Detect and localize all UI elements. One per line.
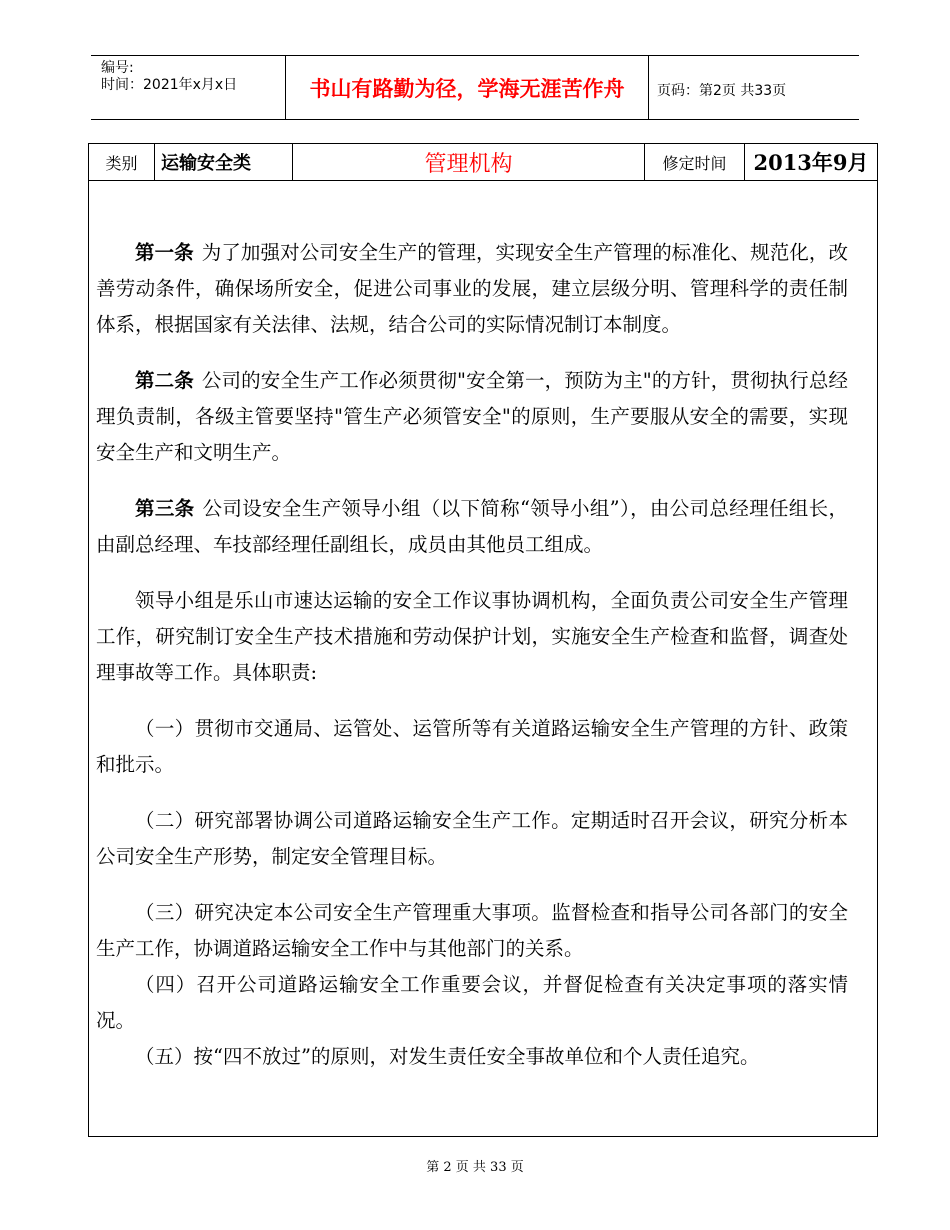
- category-row: [89, 144, 877, 181]
- article-3: [96, 491, 848, 563]
- revision-label: 修定时间: [645, 144, 745, 180]
- duty-item: （二）研究部署协调公司道路运输安全生产工作。定期适时召开会议，研究分析本公司安全生产形势，制定安全管理目标。: [96, 809, 848, 868]
- article-2: [96, 363, 848, 471]
- duty-item: （四）召开公司道路运输安全工作重要会议，并督促检查有关决定事项的落实情况。: [96, 973, 848, 1032]
- article-text: 公司的安全生产工作必须贯彻"安全第一，预防为主"的方针，贯彻执行总经理负责制，各级主管要坚持"管生产必须管安全"的原则，生产要服从安全的需要，实现安全生产和文明生产。: [96, 369, 848, 464]
- article-heading: 第三条: [135, 497, 195, 520]
- category-value: 运输安全类: [155, 144, 293, 180]
- page-header: [91, 55, 859, 120]
- intro-paragraph: 领导小组是乐山市速达运输的安全工作议事协调机构，全面负责公司安全生产管理工作，研究制订安全生产技术措施和劳动保护计划，实施安全生产检查和监督，调查处理事故等工作。具体职责:: [96, 589, 848, 684]
- document-body: [96, 235, 848, 1075]
- duty-item: （五）按“四不放过”的原则，对发生责任安全事故单位和个人责任追究。: [135, 1045, 760, 1068]
- article-text: 为了加强对公司安全生产的管理，实现安全生产管理的标准化、规范化，改善劳动条件，确保场所安全，促进公司事业的发展，建立层级分明、管理科学的责任制体系，根据国家有关法律、法规，结合公司的实际情况制订本制度。: [96, 241, 848, 336]
- revision-value: 2013年9月: [753, 150, 869, 175]
- category-label: 类别: [89, 144, 155, 180]
- duty-item: （三）研究决定本公司安全生产管理重大事项。监督检查和指导公司各部门的安全生产工作，协调道路运输安全工作中与其他部门的关系。: [96, 901, 848, 960]
- motto: 书山有路勤为径，学海无涯苦作舟: [285, 55, 649, 120]
- time-label: 时间：2021年x月x日: [101, 77, 238, 93]
- header-meta: [101, 60, 237, 94]
- duty-item: （一）贯彻市交通局、运管处、运管所等有关道路运输安全生产管理的方针、政策和批示。: [96, 717, 848, 776]
- article-heading: 第一条: [135, 241, 194, 264]
- page-footer: 第 2 页 共 33 页: [426, 1160, 524, 1175]
- header-page-info: 页码：第2页 共33页: [657, 83, 787, 99]
- number-label: 编号:: [101, 60, 134, 76]
- document-title: 管理机构: [293, 144, 645, 180]
- article-text: 公司设安全生产领导小组（以下简称“领导小组”），由公司总经理任组长，由副总经理、车技部经理任副组长，成员由其他员工组成。: [96, 497, 848, 556]
- article-heading: 第二条: [135, 369, 194, 392]
- article-1: [96, 235, 848, 343]
